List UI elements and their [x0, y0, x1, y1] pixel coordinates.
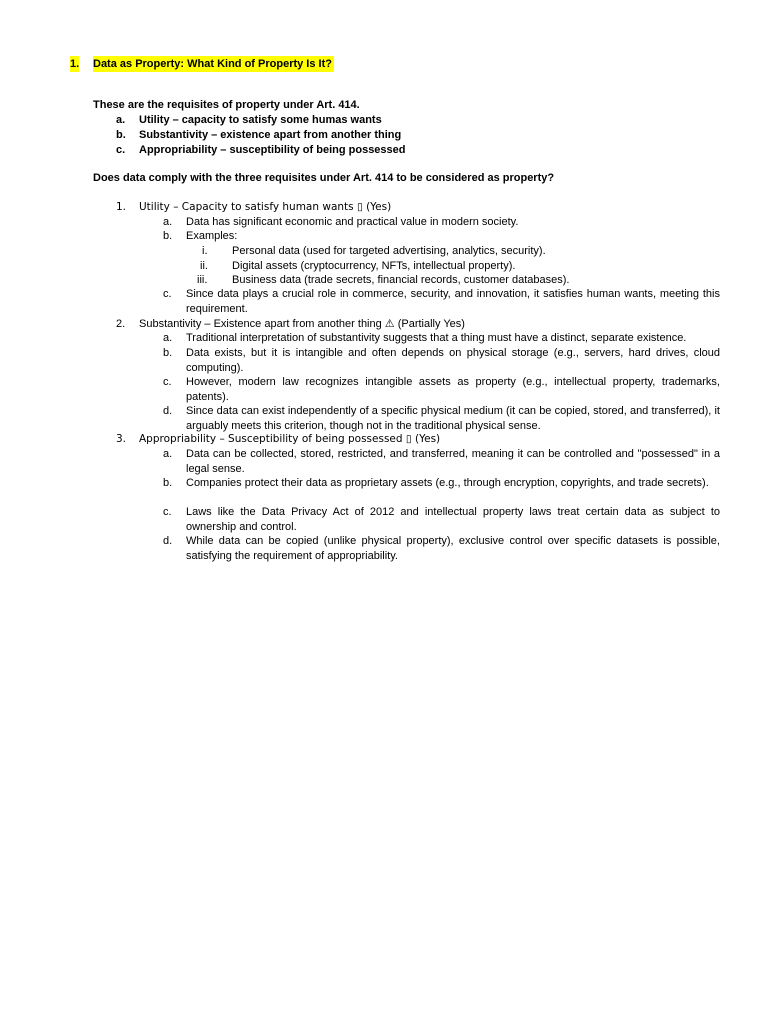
- item-marker: a.: [163, 332, 173, 344]
- section-title: Appropriability – Susceptibility of being possessed ▯ (Yes): [139, 433, 441, 445]
- example-text: Digital assets (cryptocurrency, NFTs, intellectual property).: [232, 260, 516, 272]
- requisite-text: Substantivity – existence apart from another thing: [139, 129, 402, 141]
- example-marker: iii.: [197, 274, 208, 286]
- item-text: Companies protect their data as proprietary assets (e.g., through encryption, copyrights, and trade secrets).: [186, 477, 709, 489]
- item-marker: c.: [163, 376, 172, 388]
- section-title: Substantivity – Existence apart from another thing ⚠ (Partially Yes): [139, 318, 465, 330]
- item-marker: a.: [163, 448, 173, 460]
- section-number: 3.: [116, 433, 127, 445]
- example-text: Business data (trade secrets, financial records, customer databases).: [232, 274, 570, 286]
- item-text: While data can be copied (unlike physical property), exclusive control over specific datasets is possible, satisfying the requirement of appropriability.: [186, 535, 720, 562]
- requisite-marker: b.: [116, 129, 126, 141]
- item-text: Traditional interpretation of substantivity suggests that a thing must have a distinct, separate existence.: [186, 332, 687, 344]
- item-marker: d.: [163, 535, 173, 547]
- intro-text: These are the requisites of property under Art. 414.: [93, 99, 360, 111]
- item-text: However, modern law recognizes intangible assets as property (e.g., intellectual property, trademarks, patents).: [186, 376, 720, 403]
- item-text: Data can be collected, stored, restricted, and transferred, meaning it can be controlled and "possessed" in a legal sense.: [186, 448, 720, 475]
- item-marker: b.: [163, 230, 173, 242]
- example-marker: i.: [202, 245, 208, 257]
- item-marker: c.: [163, 506, 172, 518]
- item-text: Examples:: [186, 230, 238, 242]
- requisite-marker: a.: [116, 114, 126, 126]
- example-text: Personal data (used for targeted advertising, analytics, security).: [232, 245, 546, 257]
- question-text: Does data comply with the three requisites under Art. 414 to be considered as property?: [93, 172, 555, 184]
- item-marker: d.: [163, 405, 173, 417]
- section-number: 2.: [116, 318, 126, 330]
- item-text: Data has significant economic and practical value in modern society.: [186, 216, 519, 228]
- item-text: Laws like the Data Privacy Act of 2012 and intellectual property laws treat certain data as subject to ownership and control.: [186, 506, 720, 533]
- requisite-text: Utility – capacity to satisfy some humas wants: [139, 114, 382, 126]
- item-text: Data exists, but it is intangible and often depends on physical storage (e.g., servers, hard drives, cloud computing).: [186, 347, 720, 374]
- section-number: 1.: [116, 201, 127, 213]
- heading-number: 1.: [70, 58, 80, 70]
- item-text: Since data plays a crucial role in commerce, security, and innovation, it satisfies human wants, meeting this requirement.: [186, 288, 720, 315]
- requisite-marker: c.: [116, 144, 126, 156]
- item-marker: b.: [163, 477, 173, 489]
- example-marker: ii.: [200, 260, 208, 272]
- item-marker: b.: [163, 347, 173, 359]
- item-marker: c.: [163, 288, 172, 300]
- heading-title: Data as Property: What Kind of Property Is It?: [93, 58, 332, 70]
- item-marker: a.: [163, 216, 173, 228]
- section-title: Utility – Capacity to satisfy human wants ▯ (Yes): [139, 201, 392, 213]
- item-text: Since data can exist independently of a specific physical medium (it can be copied, stored, and transferred), it arguably meets this criterion, though not in the traditional physical sense.: [186, 405, 720, 432]
- requisite-text: Appropriability – susceptibility of being possessed: [139, 144, 406, 156]
